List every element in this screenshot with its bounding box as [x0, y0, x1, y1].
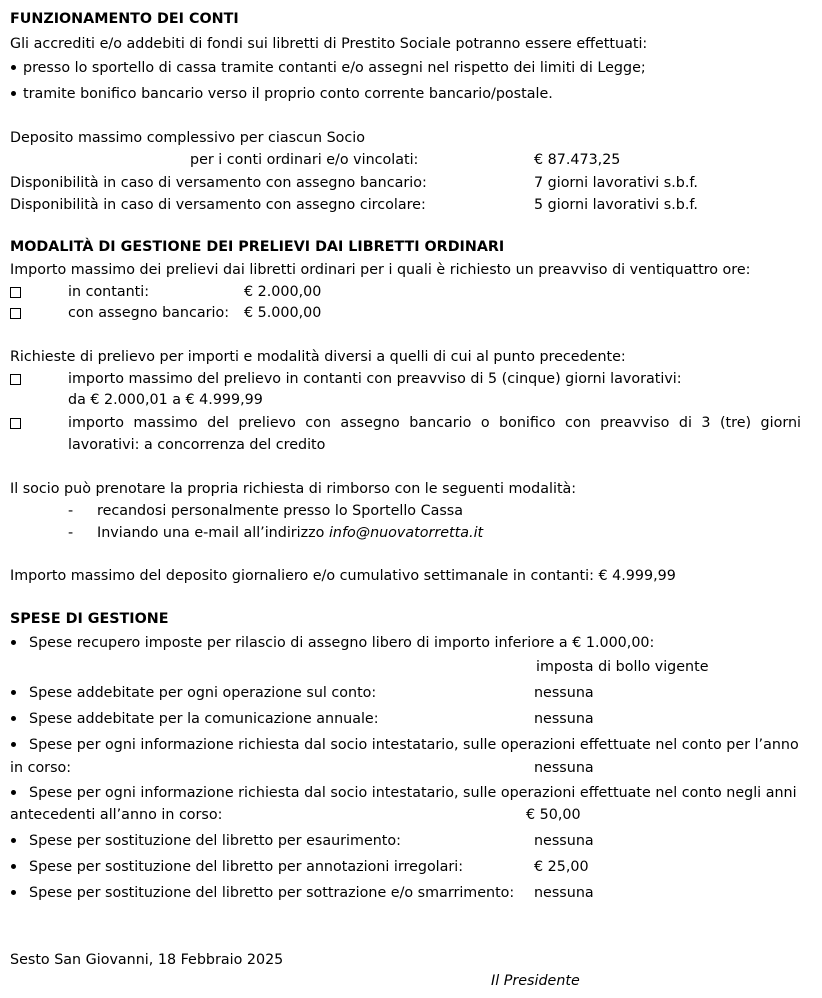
refund-option: [97, 524, 483, 542]
deposit-label: Deposito massimo complessivo per ciascun Socio: [10, 130, 365, 146]
bullet-icon: [11, 690, 16, 695]
fee-value: nessuna: [534, 885, 594, 901]
bullet-icon: [11, 91, 16, 96]
fee-value: € 25,00: [534, 859, 589, 875]
fee-label: Spese per ogni informazione richiesta dal socio intestatario, sulle operazioni effettuate nel conto per l’anno: [29, 737, 799, 753]
section1-intro: Gli accrediti e/o addebiti di fondi sui libretti di Prestito Sociale potranno essere effettuati:: [10, 36, 648, 52]
availability-label: Disponibilità in caso di versamento con assegno circolare:: [10, 197, 426, 213]
withdraw-option-value: € 5.000,00: [244, 305, 322, 321]
withdraw-option-value: € 2.000,00: [244, 284, 322, 300]
signature-title: Il Presidente: [491, 973, 580, 989]
section1-bullet: tramite bonifico bancario verso il proprio conto corrente bancario/postale.: [23, 86, 553, 102]
fee-label: Spese addebitate per la comunicazione annuale:: [29, 711, 379, 727]
section2-intro: Importo massimo dei prelievi dai libretti ordinari per i quali è richiesto un preavviso di ventiquattro ore:: [10, 262, 751, 278]
checkbox-icon: [10, 374, 21, 385]
dash-icon: -: [68, 525, 74, 541]
bullet-icon: [11, 65, 16, 70]
fee-value: imposta di bollo vigente: [536, 659, 709, 675]
other-request-text: lavorativi: a concorrenza del credito: [68, 437, 326, 453]
deposit-value: € 87.473,25: [534, 152, 621, 168]
fee-value: nessuna: [534, 685, 594, 701]
other-requests-intro: Richieste di prelievo per importi e modalità diversi a quelli di cui al punto precedente:: [10, 349, 626, 365]
refund-option: recandosi personalmente presso lo Sportello Cassa: [97, 503, 464, 519]
availability-value: 5 giorni lavorativi s.b.f.: [534, 197, 698, 213]
checkbox-icon: [10, 418, 21, 429]
withdraw-option-label: in contanti:: [68, 284, 150, 300]
fee-label-cont: antecedenti all’anno in corso:: [10, 807, 223, 823]
place-date: Sesto San Giovanni, 18 Febbraio 2025: [10, 952, 284, 968]
availability-label: Disponibilità in caso di versamento con assegno bancario:: [10, 175, 427, 191]
bullet-icon: [11, 838, 16, 843]
fee-value: € 50,00: [526, 807, 581, 823]
deposit-label-cont: per i conti ordinari e/o vincolati:: [190, 152, 419, 168]
other-request-text: importo massimo del prelievo in contanti con preavviso di 5 (cinque) giorni lavorativi:: [68, 371, 682, 387]
daily-max-deposit: Importo massimo del deposito giornaliero e/o cumulativo settimanale in contanti: € 4.999,99: [10, 568, 676, 584]
fee-value: nessuna: [534, 833, 594, 849]
fee-label: Spese per sostituzione del libretto per esaurimento:: [29, 833, 401, 849]
dash-icon: -: [68, 503, 74, 519]
fee-label: Spese per sostituzione del libretto per sottrazione e/o smarrimento:: [29, 885, 515, 901]
bullet-icon: [11, 742, 16, 747]
fee-label: Spese addebitate per ogni operazione sul conto:: [29, 685, 377, 701]
availability-value: 7 giorni lavorativi s.b.f.: [534, 175, 698, 191]
bullet-icon: [11, 640, 16, 645]
fee-label: Spese per sostituzione del libretto per annotazioni irregolari:: [29, 859, 464, 875]
checkbox-icon: [10, 308, 21, 319]
section-heading-prelievi: MODALITÀ DI GESTIONE DEI PRELIEVI DAI LIBRETTI ORDINARI: [10, 239, 505, 255]
other-request-text: da € 2.000,01 a € 4.999,99: [68, 392, 263, 408]
section-heading-spese: SPESE DI GESTIONE: [10, 611, 169, 627]
fee-value: nessuna: [534, 711, 594, 727]
bullet-icon: [11, 716, 16, 721]
withdraw-option-label: con assegno bancario:: [68, 305, 230, 321]
refund-intro: Il socio può prenotare la propria richiesta di rimborso con le seguenti modalità:: [10, 481, 577, 497]
section-heading-conti: FUNZIONAMENTO DEI CONTI: [10, 11, 239, 27]
bullet-icon: [11, 864, 16, 869]
fee-value: nessuna: [534, 760, 594, 776]
bullet-icon: [11, 890, 16, 895]
checkbox-icon: [10, 287, 21, 298]
other-request-text: importo massimo del prelievo con assegno bancario o bonifico con preavviso di 3 (tre) giorni: [68, 415, 801, 431]
bullet-icon: [11, 790, 16, 795]
email-link[interactable]: info@nuovatorretta.it: [328, 525, 484, 541]
fee-label: Spese per ogni informazione richiesta dal socio intestatario, sulle operazioni effettuate nel conto negli anni: [29, 785, 797, 801]
fee-label: Spese recupero imposte per rilascio di assegno libero di importo inferiore a € 1.000,00:: [29, 635, 655, 651]
refund-email-prefix: Inviando una e-mail all’indirizzo: [97, 525, 329, 541]
fee-label-cont: in corso:: [10, 760, 72, 776]
section1-bullet: presso lo sportello di cassa tramite contanti e/o assegni nel rispetto dei limiti di Legge;: [23, 60, 646, 76]
